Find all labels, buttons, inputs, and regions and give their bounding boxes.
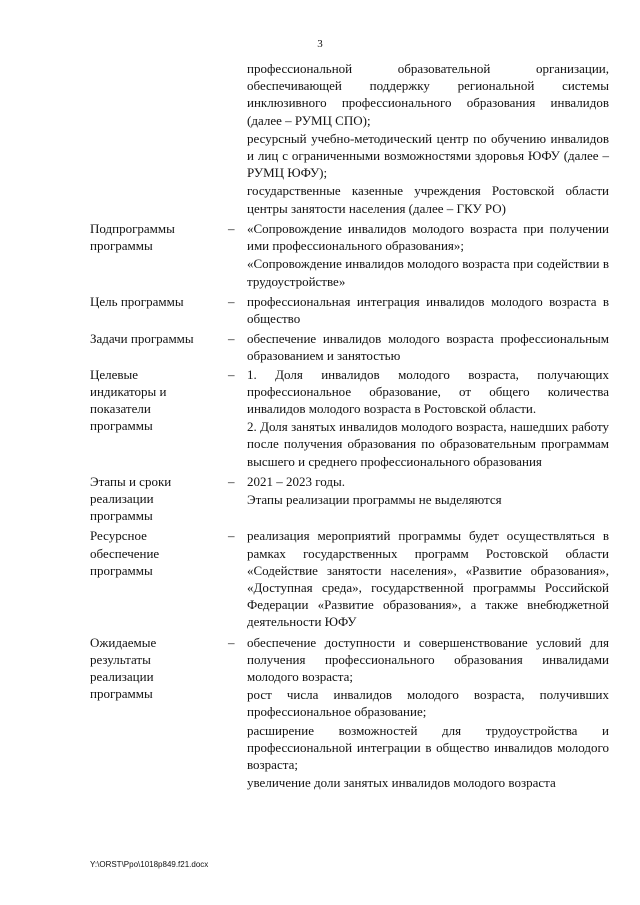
row-value-paragraph: рост числа инвалидов молодого возраста, получивших профессиональное образование; <box>247 687 609 720</box>
row-label: Подпрограммы программы <box>90 221 175 254</box>
row-label: Задачи программы <box>90 331 194 347</box>
row-expected-results <box>90 634 609 792</box>
row-dash: – <box>228 221 235 236</box>
row-value <box>247 634 609 792</box>
page-number: 3 <box>317 38 323 50</box>
row-value-paragraph: обеспечение доступности и совершенствование условий для получения профессионального образования инвалидами молодого возраста; <box>247 634 609 685</box>
row-indicators <box>90 366 609 470</box>
row-dash: – <box>228 528 235 544</box>
row-dash: – <box>228 473 235 489</box>
row-value-paragraph: увеличение доли занятых инвалидов молодого возраста <box>247 775 556 791</box>
row-dash: – <box>228 293 235 309</box>
row-tasks <box>90 330 609 364</box>
row-value-paragraph: 2. Доля занятых инвалидов молодого возраста, нашедших работу после получения образования по образовательным программам высшего и среднего профессионального образования <box>247 419 609 469</box>
continuation-paragraph: ресурсный учебно-методический центр по обучению инвалидов и лиц с ограниченными возможностями здоровья ЮФУ (далее – РУМЦ ЮФУ); <box>247 130 609 181</box>
row-value-paragraph: обеспечение инвалидов молодого возраста профессиональным образованием и занятостью <box>247 331 609 364</box>
row-value <box>247 366 609 470</box>
row-value <box>247 330 609 364</box>
row-goal <box>90 293 609 327</box>
program-passport-table <box>90 220 609 793</box>
row-value <box>247 293 609 327</box>
row-resources <box>90 527 609 630</box>
row-value <box>247 473 609 508</box>
row-label: Ресурсное обеспечение программы <box>90 528 160 578</box>
footer-file-path: Y:\ORST\Ppo\1018p849.f21.docx <box>90 860 209 869</box>
continuation-paragraph: государственные казенные учреждения Ростовской области центры занятости населения (далее – ГКУ РО) <box>247 183 609 216</box>
continuation-block <box>247 60 609 217</box>
row-dash: – <box>228 331 235 347</box>
row-label: Целевые индикаторы и показатели программы <box>90 366 167 434</box>
continuation-paragraph: профессиональной образовательной организации, обеспечивающей поддержку региональной системы инклюзивного профессионального образования инвалидов (далее – РУМЦ СПО); <box>247 61 609 128</box>
row-stages <box>90 473 609 525</box>
row-label: Ожидаемые результаты реализации программы <box>90 634 157 702</box>
row-label: Этапы и сроки реализации программы <box>90 473 172 524</box>
row-value-paragraph: 1. Доля инвалидов молодого возраста, получающих профессиональное образование, от общего количества инвалидов молодого возраста в Ростовской области. <box>247 366 609 417</box>
row-dash: – <box>228 366 235 382</box>
row-value <box>247 527 609 630</box>
row-value-paragraph: профессиональная интеграция инвалидов молодого возраста в общество <box>247 293 609 327</box>
row-value-paragraph: расширение возможностей для трудоустройства и профессиональной интеграции в общество инвалидов молодого возраста; <box>247 722 609 773</box>
row-value-paragraph: реализация мероприятий программы будет осуществляться в рамках государственных программ Ростовской области «Содействие занятости населения», «Развитие образования», «Доступная среда», государственной программы Российской Федерации «Развитие образования», а также внебюджетной деятельности ЮФУ <box>247 528 609 630</box>
row-value-paragraph: 2021 – 2023 годы. <box>247 473 345 489</box>
row-value-paragraph: «Сопровождение инвалидов молодого возраста при содействии в трудоустройстве» <box>247 256 609 289</box>
row-dash: – <box>228 634 235 650</box>
row-value-paragraph: Этапы реализации программы не выделяются <box>247 492 502 508</box>
row-value <box>247 220 609 290</box>
row-subprograms <box>90 220 609 290</box>
row-label: Цель программы <box>90 293 184 309</box>
row-value-paragraph: «Сопровождение инвалидов молодого возраста при получении ими профессионального образования»; <box>247 221 609 254</box>
